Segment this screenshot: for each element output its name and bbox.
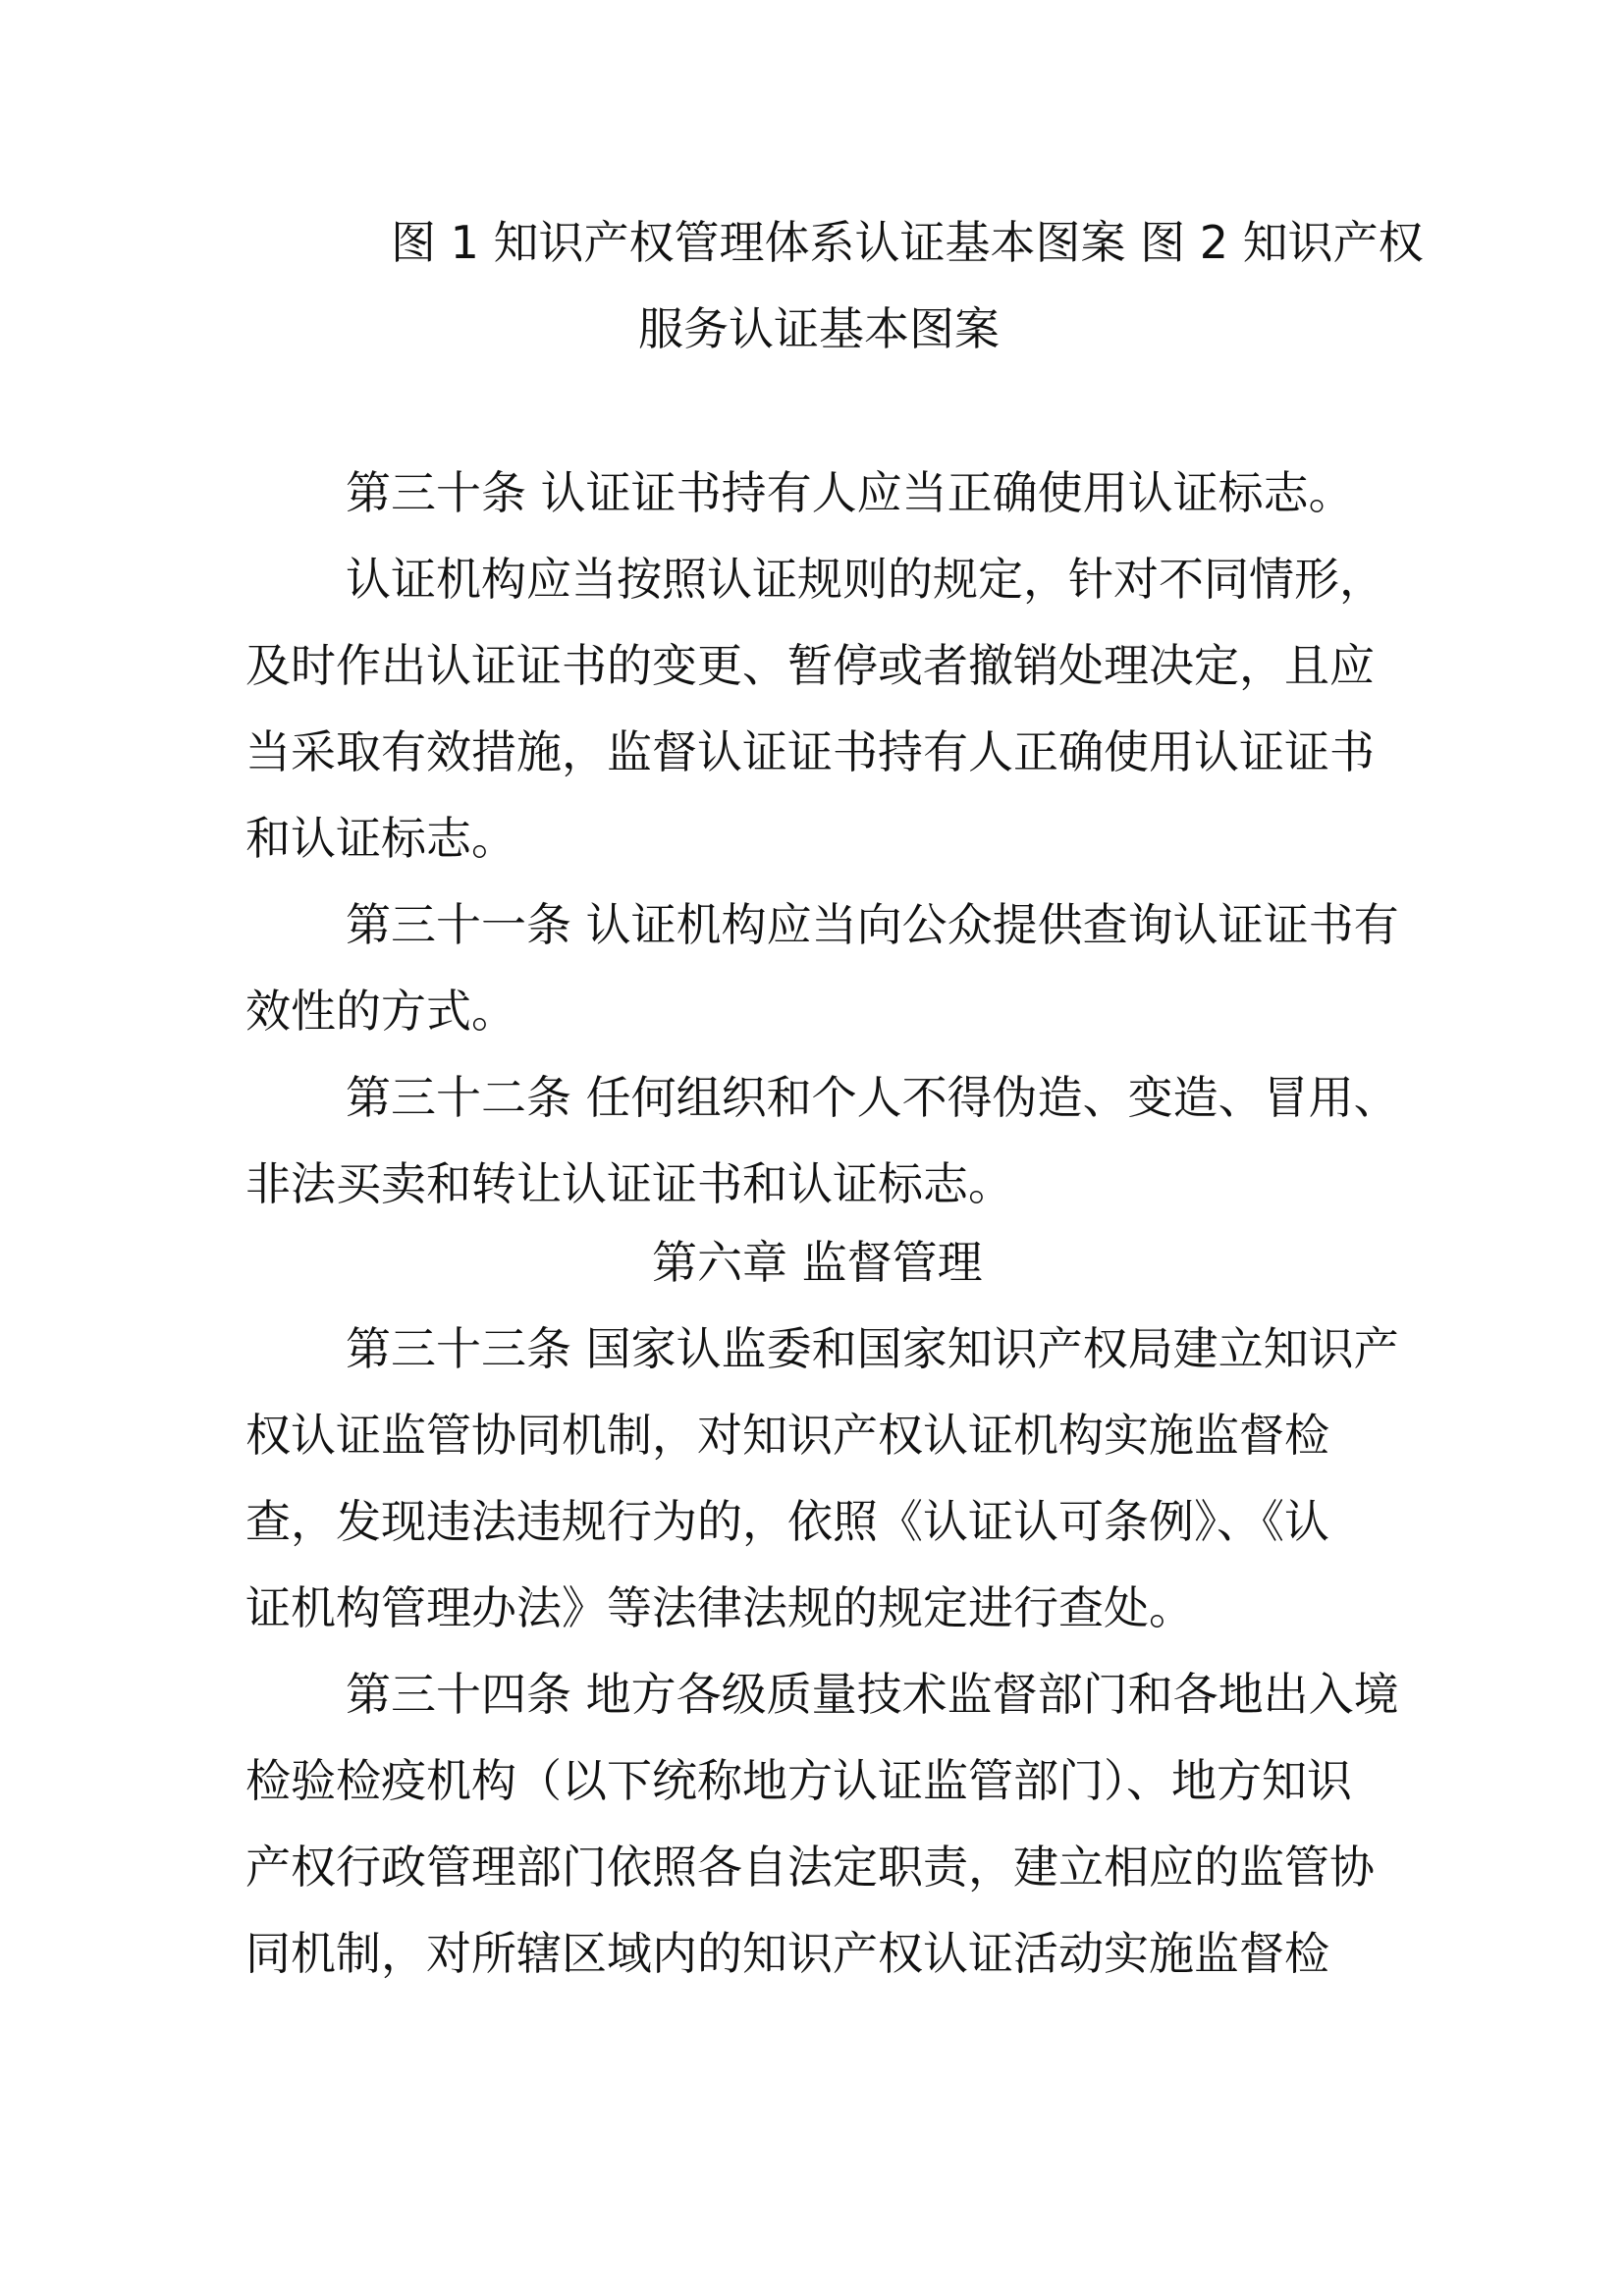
article-30-line-2: 认证机构应当按照认证规则的规定，针对不同情形，: [346, 553, 1384, 606]
chapter-heading: 第六章 监督管理: [652, 1236, 983, 1289]
article-33-line-3: 查，发现违法违规行为的，依照《认证认可条例》、《认: [245, 1495, 1329, 1548]
article-34-line-3: 产权行政管理部门依照各自法定职责，建立相应的监管协: [245, 1841, 1375, 1894]
figure-caption-line-2: 服务认证基本图案: [638, 302, 1000, 355]
article-32-line-2: 非法买卖和转让认证证书和认证标志。: [245, 1157, 1013, 1210]
article-31-line-2: 效性的方式。: [245, 985, 516, 1038]
article-32-line-1: 第三十二条 任何组织和个人不得伪造、变造、冒用、: [346, 1071, 1399, 1124]
article-31-line-1: 第三十一条 认证机构应当向公众提供查询认证证书有: [346, 898, 1399, 951]
article-30-line-1: 第三十条 认证证书持有人应当正确使用认证标志。: [346, 466, 1354, 519]
article-34-line-1: 第三十四条 地方各级质量技术监督部门和各地出入境: [346, 1668, 1399, 1721]
figure-caption-line-1: 图 1 知识产权管理体系认证基本图案 图 2 知识产权: [391, 216, 1424, 269]
article-34-line-4: 同机制，对所辖区域内的知识产权认证活动实施监督检: [245, 1927, 1329, 1980]
article-33-line-2: 权认证监管协同机制，对知识产权认证机构实施监督检: [245, 1409, 1329, 1462]
article-30-line-4: 当采取有效措施，监督认证证书持有人正确使用认证证书: [245, 725, 1375, 778]
article-33-line-1: 第三十三条 国家认监委和国家知识产权局建立知识产: [346, 1322, 1399, 1375]
article-33-line-4: 证机构管理办法》等法律法规的规定进行查处。: [245, 1581, 1194, 1634]
article-34-line-2: 检验检疫机构（以下统称地方认证监管部门）、地方知识: [245, 1754, 1352, 1807]
article-30-line-3: 及时作出认证证书的变更、暂停或者撤销处理决定，且应: [245, 639, 1375, 692]
article-30-line-5: 和认证标志。: [245, 812, 516, 865]
